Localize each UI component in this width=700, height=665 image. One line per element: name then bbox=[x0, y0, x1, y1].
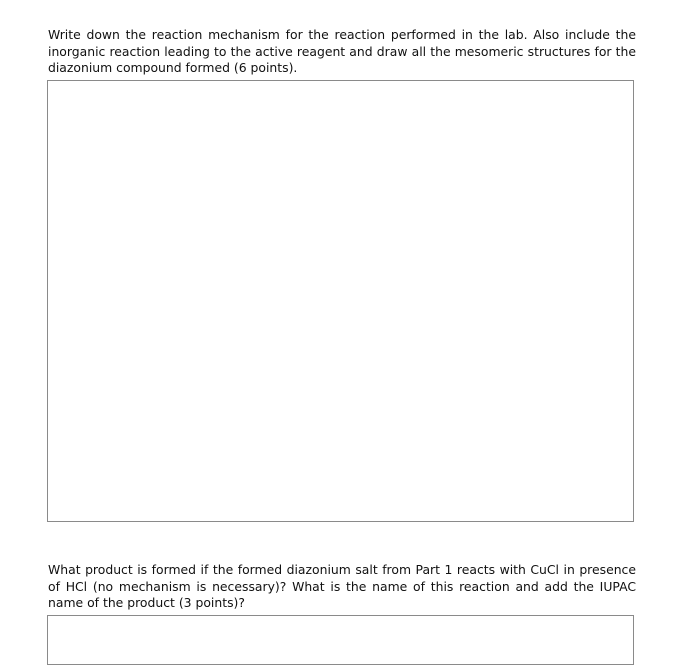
question-1-text: Write down the reaction mechanism for the reaction performed in the lab. Also include the inorganic reaction leading to the active reagent and draw all the mesomeric structures for the diazonium compound formed (6 points). bbox=[48, 27, 636, 75]
question-2-answer-box[interactable] bbox=[47, 615, 634, 665]
question-2-text: What product is formed if the formed diazonium salt from Part 1 reacts with CuCl in presence of HCl (no mechanism is necessary)? What is the name of this reaction and add the IUPAC name of the product (3 points)? bbox=[48, 562, 636, 610]
question-1-answer-box[interactable] bbox=[47, 80, 634, 522]
